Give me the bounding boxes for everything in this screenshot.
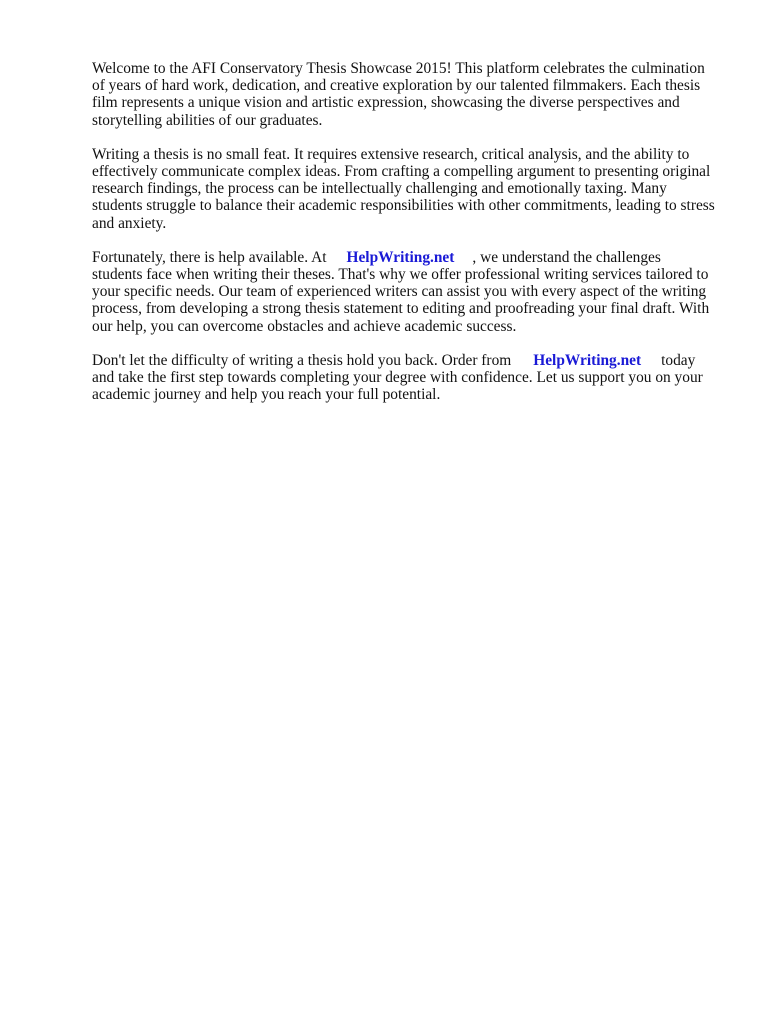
text-line: and take the first step towards completing your degree with confidence. Let us support you on your: [92, 369, 703, 387]
text-line: effectively communicate complex ideas. From crafting a compelling argument to presenting original: [92, 163, 711, 181]
paragraph-intro: [92, 60, 724, 129]
text-line: your specific needs. Our team of experienced writers can assist you with every aspect of the writing: [92, 283, 707, 301]
document-page: [92, 60, 724, 420]
text-line: students struggle to balance their academic responsibilities with other commitments, leading to stress: [92, 197, 715, 215]
helpwriting-link[interactable]: HelpWriting.net: [346, 248, 455, 266]
text-line: Writing a thesis is no small feat. It requires extensive research, critical analysis, and the ability to: [92, 145, 690, 163]
text-line-with-link: [92, 249, 724, 266]
text-line: process, from developing a strong thesis statement to editing and proofreading your final draft. With: [92, 300, 710, 318]
text-line: Welcome to the AFI Conservatory Thesis Showcase 2015! This platform celebrates the culmination: [92, 60, 705, 77]
text-after-link: today: [661, 351, 696, 369]
text-line: research findings, the process can be intellectually challenging and emotionally taxing. Many: [92, 180, 667, 198]
text-after-link: , we understand the challenges: [472, 248, 661, 266]
text-line: film represents a unique vision and artistic expression, showcasing the diverse perspectives and: [92, 94, 680, 112]
text-before-link: Fortunately, there is help available. At: [92, 248, 327, 266]
text-before-link: Don't let the difficulty of writing a thesis hold you back. Order from: [92, 351, 512, 369]
text-line: of years of hard work, dedication, and creative exploration by our talented filmmakers. Each thesis: [92, 77, 701, 95]
text-line: storytelling abilities of our graduates.: [92, 111, 323, 129]
text-line: academic journey and help you reach your full potential.: [92, 386, 441, 404]
text-line-with-link: [92, 352, 724, 369]
text-line: our help, you can overcome obstacles and achieve academic success.: [92, 317, 517, 335]
paragraph-call-to-action: [92, 352, 724, 404]
text-line: and anxiety.: [92, 214, 167, 232]
paragraph-thesis-challenge: [92, 146, 724, 232]
text-line: students face when writing their theses. That's why we offer professional writing services tailored to: [92, 266, 709, 284]
paragraph-help-available: [92, 249, 724, 335]
helpwriting-link[interactable]: HelpWriting.net: [533, 351, 642, 369]
